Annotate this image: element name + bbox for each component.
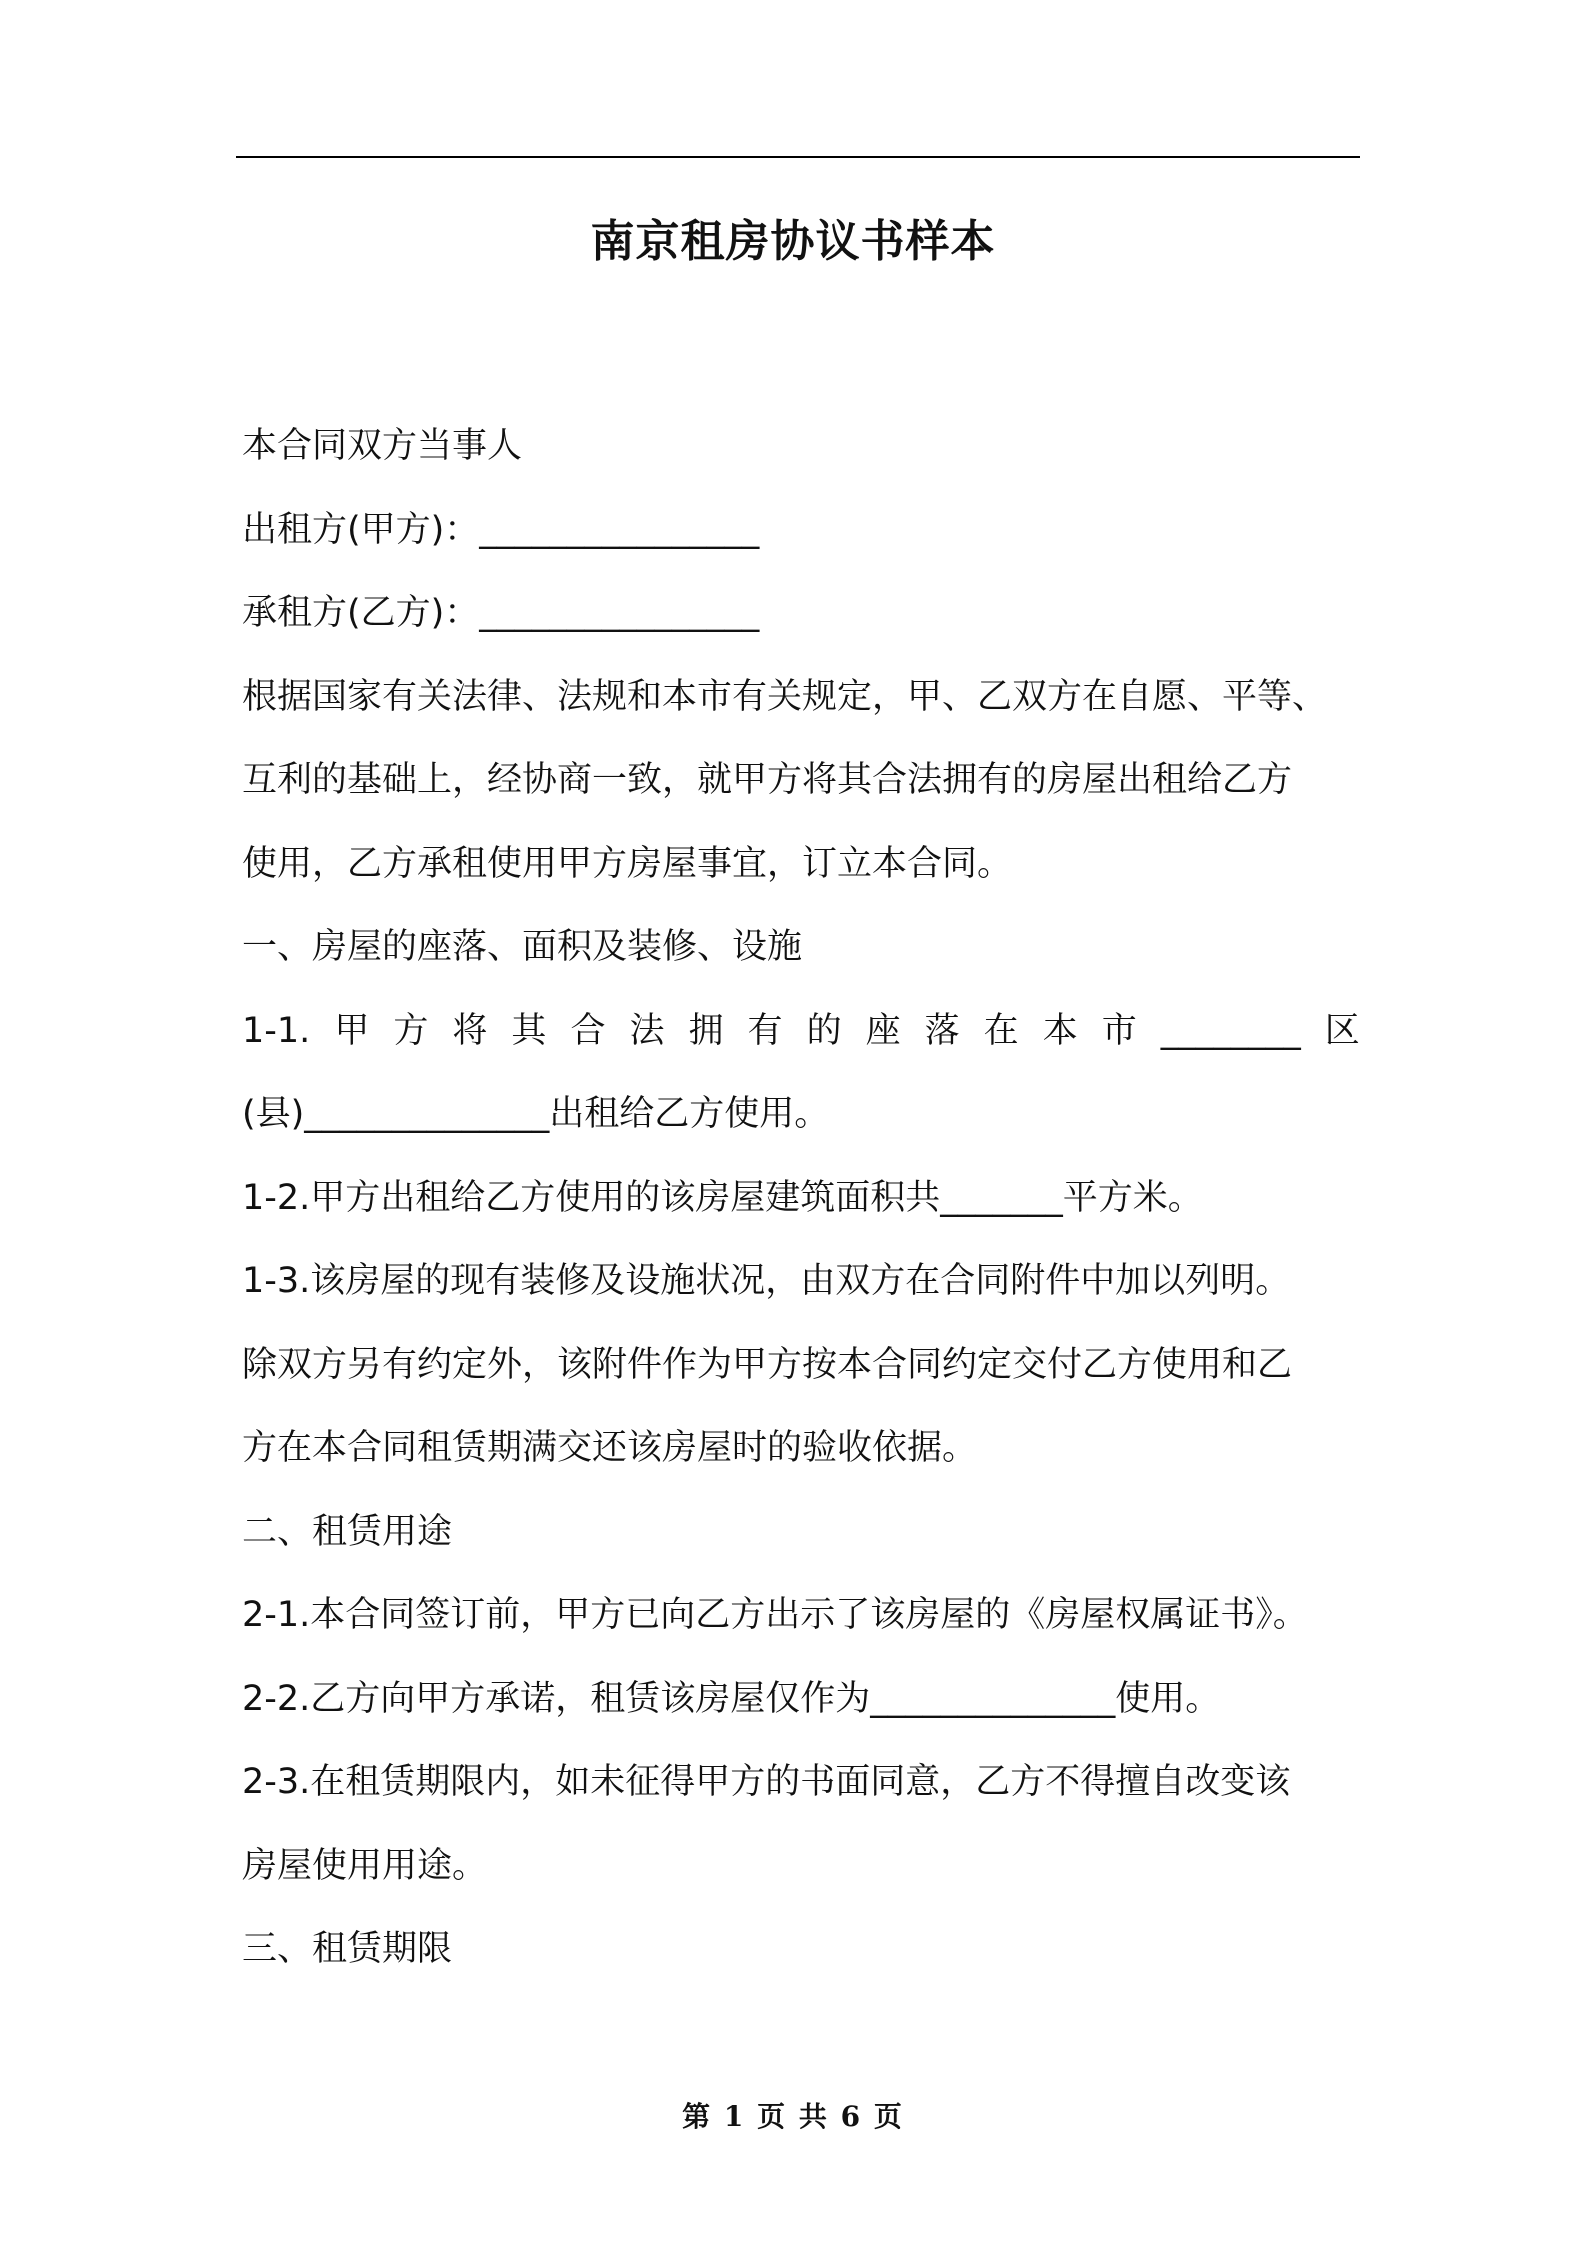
justified-char: 落 (924, 1010, 960, 1051)
justified-char: 在 (983, 1010, 1019, 1051)
justified-char: 本 (1042, 1010, 1078, 1051)
justified-char: 甲 (334, 1010, 370, 1051)
justified-char: 座 (865, 1010, 901, 1051)
justified-char: 将 (452, 1010, 488, 1051)
clause-line: 1-2.甲方出租给乙方使用的该房屋建筑面积共_______平方米。 (242, 1177, 1203, 1218)
justified-char: 方 (393, 1010, 429, 1051)
paragraph-line: 互利的基础上，经协商一致，就甲方将其合法拥有的房屋出租给乙方 (242, 760, 1293, 800)
landlord-line: 出租方(甲方)：________________ (242, 509, 760, 550)
justified-char: 拥 (688, 1010, 724, 1051)
clause-1-1-line (242, 990, 1360, 1074)
clause-line: 2-1.本合同签订前，甲方已向乙方出示了该房屋的《房屋权属证书》。 (242, 1595, 1308, 1635)
paragraph-line: 本合同双方当事人 (242, 426, 523, 466)
paragraph-line: 根据国家有关法律、法规和本市有关规定，甲、乙双方在自愿、平等、 (242, 676, 1328, 717)
paragraph-line: 除双方另有约定外，该附件作为甲方按本合同约定交付乙方使用和乙 (242, 1344, 1293, 1385)
justified-char: 合 (570, 1010, 606, 1051)
document-title: 南京租房协议书样本 (590, 216, 996, 267)
justified-char: 区 (1324, 1010, 1360, 1051)
clause-line: 2-3.在租赁期限内，如未征得甲方的书面同意，乙方不得擅自改变该 (242, 1762, 1291, 1802)
clause-line: 1-3.该房屋的现有装修及设施状况，由双方在合同附件中加以列明。 (242, 1261, 1291, 1301)
justified-char: ________ (1160, 1010, 1301, 1051)
section-heading: 一、房屋的座落、面积及装修、设施 (242, 927, 803, 967)
justified-char: 1-1. (242, 1010, 311, 1051)
paragraph-line: 方在本合同租赁期满交还该房屋时的验收依据。 (242, 1428, 978, 1468)
clause-line: 2-2.乙方向甲方承诺，租赁该房屋仅作为______________使用。 (242, 1678, 1221, 1719)
tenant-line: 承租方(乙方)：________________ (242, 593, 760, 633)
header-rule (236, 156, 1360, 158)
justified-char: 其 (511, 1010, 547, 1051)
justified-char: 有 (747, 1010, 783, 1051)
paragraph-line: (县)______________出租给乙方使用。 (242, 1094, 830, 1134)
document-body (242, 405, 1360, 1992)
section-heading: 二、租赁用途 (242, 1511, 453, 1552)
justified-char: 的 (806, 1010, 842, 1051)
page-number-footer: 第 1 页 共 6 页 (682, 2100, 904, 2133)
paragraph-line: 房屋使用用途。 (242, 1845, 488, 1886)
section-heading: 三、租赁期限 (242, 1929, 453, 1969)
justified-char: 市 (1101, 1010, 1137, 1051)
paragraph-line: 使用，乙方承租使用甲方房屋事宜，订立本合同。 (242, 843, 1013, 884)
justified-char: 法 (629, 1010, 665, 1051)
